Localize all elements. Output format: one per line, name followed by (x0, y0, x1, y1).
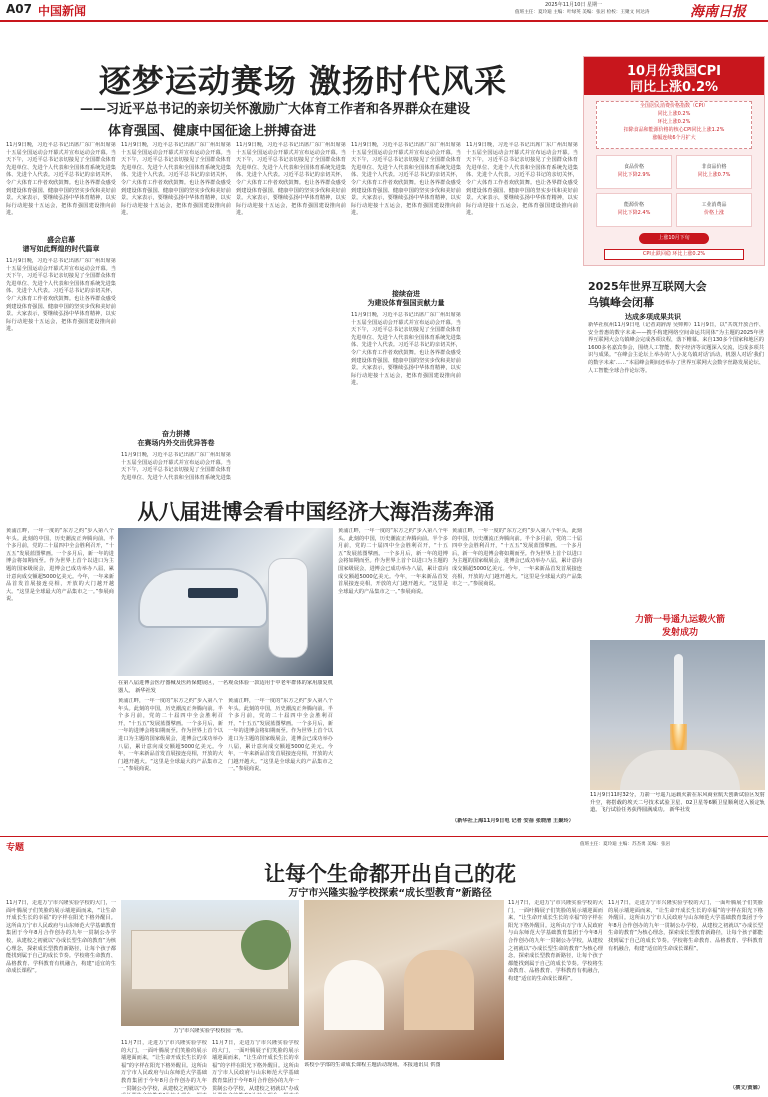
lead-title: 逐梦运动赛场 激扬时代风采 (98, 62, 508, 100)
car-shape (138, 568, 268, 628)
lead-body-col3: 11月9日晚，习近平总书记出席广东广州出席第十五届全国运动会开幕式并宣布运动会开幕。当天下午，习近平总书记亲切接见了全国群众体育先进单位、先进个人代表和全国体育系统先进集体、先进个人代表。习近平总书记的亲切关怀，令广大体育工作者欢欣鼓舞。也让各界群众感受到建设体育强国、健康中国的坚实步伐和美好前景。大家表示，要继续弘扬中华体育精神，以实际行动迎接十五运会，把体育强国建设推向前进。 (236, 142, 346, 217)
cpi-cell-energy (596, 193, 672, 227)
wic-body: 新华社杭州11月9日电（记者刘辞涛 吴帅帅）11月9日，以“共筑开放合作、安全普惠的数字未来——携手构建网络空间命运共同体”为主题的2025年世界互联网大会乌镇峰会完成各项议程，落下帷幕。来自130多个国家和地区的1600多名嘉宾参会，围绕人工智能、数字经济等议题深入交流，达成多项共识与成果。“在峰会主论坛上举办的‘人小龙乌镇对话’活动，机器人对话‘我们的数字未来’……”本届峰会期间还举办了世界互联网大会数字丝路发展论坛、人工智能全球合作论坛等。 (588, 322, 764, 374)
feature-body-col2: 11月7日，走进万宁市兴隆实验学校的大门，一面叶腾展子们笑脸的展示墙迎面而来，“让生命开成长生长的幸福”的字样在阳光下格外醒目。这所由万宁市人民政府与山东师范大学基础教育集团于今年8月合作创办的九年一贯制公办学校，从建校之初就以“办 (121, 1040, 207, 1092)
feature-rule (0, 836, 768, 837)
cpi-grid (596, 155, 752, 227)
cpi-nonfood-value: 同比上涨0.7% (697, 172, 731, 178)
cpi-energy-label: 能源价格 (623, 202, 644, 208)
lead-body-col4: 11月9日晚，习近平总书记出席广东广州出席第十五届全国运动会开幕式并宣布运动会开幕。当天下午，习近平总书记亲切接见了全国群众体育先进单位、先进个人代表和全国体育系统先进集体、先进个人代表。习近平总书记的亲切关怀，令广大体育工作者欢欣鼓舞。也让各界群众感受到建设体育强国、健康中国的坚实步伐和美好前景。大家表示，要继续弘扬中华体育精神，以实际行动迎接十五运会，把体育强国建设推向前进。 (351, 142, 461, 217)
heading-shenghui (6, 236, 116, 254)
lead-body-col1: 11月9日晚，习近平总书记出席广东广州出席第十五届全国运动会开幕式并宣布运动会开幕。当天下午，习近平总书记亲切接见了全国群众体育先进单位、先进个人代表和全国体育系统先进集体、先进个人代表。习近平总书记的亲切关怀，令广大体育工作者欢欣鼓舞。也让各界群众感受到建设体育强国、健康中国的坚实步伐和美好前景。大家表示，要继续弘扬中华体育精神，以实际行动迎接十五运会，把体育强国建设推向前进。 (6, 142, 116, 217)
booth-sign (188, 588, 238, 598)
rocket-photo (590, 640, 765, 790)
cpi-summary-3: 环比上涨0.2% (657, 119, 691, 125)
expo-sign: （新华社上海11月9日电 记者 安蓓 张晓清 王聚玲） (452, 818, 574, 824)
cpi-food-value: 同比下降2.9% (617, 172, 651, 178)
expo-body-col5: 黄浦江畔，一年一度的“东方之约”步入第八个年头。此刻的中国，历史潮流正奔腾向前。半个多月前，党的二十届四中全会胜利召开，“十五五”发展蓝图擘画。一个多月后，新一年的进博会将如期而至。作为世界上首个以进口为主题的国家级展会，进博会已成功举办八届，累计意向成交额超5000亿美元。今年，一年来新品首发首展接连亮相，开放的大门越开越大。“这里是全球最大的产品集市之一。”参展商说。 (452, 528, 582, 588)
section-name: 中国新闻 (38, 4, 87, 18)
cpi-summary-1: 全国居民消费价格指数（CPI） (640, 103, 708, 109)
expo-body-col4: 黄浦江畔，一年一度的“东方之约”步入第八个年头。此刻的中国，历史潮流正奔腾向前。半个多月前，党的二十届四中全会胜利召开，“十五五”发展蓝图擘画。一个多月后，新一年的进博会将如期而至。作为世界上首个以进口为主题的国家级展会，进博会已成功举办八届，累计意向成交额超5000亿美元。今年，一年来新品首发首展接连亮相，开放的大门越开越大。“这里是全球最大的产品集市之一。”参展商说。 (338, 528, 448, 595)
cpi-cell-nonfood (676, 155, 752, 189)
cpi-cell-industry (676, 193, 752, 227)
cpi-industry-value: 价格上涨 (703, 210, 724, 216)
feature-section-tag: 专题 (6, 843, 25, 853)
feature-body-col1: 11月7日，走进万宁市兴隆实验学校的大门，一面叶腾展子们笑脸的展示墙迎面而来，“让生命开成长生长的幸福”的字样在阳光下格外醒目。这所由万宁市人民政府与山东师范大学基础教育集团于今年8月合作创办的九年一贯制公办学校，从建校之初就以“办成长型生命的教育”为核心理念，探索成长型教育新路径，让每个孩子都能找到属于自己的成长节奏。学校将生命教育、品格教育、学科教育有机融合，构建“适宜的生命成长课程”。 (6, 900, 116, 975)
heading-3a: 接续奋进 (392, 290, 420, 298)
editor-credits: 值班主任：夏玲迪 主编：叶绿英 美编：张岩 检校：王聚文 何达涛 (515, 10, 650, 15)
issue-date: 2025年11月10日 星期一 (545, 2, 603, 8)
expo-caption: 在第八届进博会医疗器械及医药保健展区，一名观众体验一款适用于中老年群体的家用康复机器人。 新华社发 (118, 680, 333, 694)
feature-body-col5: 11月7日，走进万宁市兴隆实验学校的大门，一面叶腾展子们笑脸的展示墙迎面而来，“让生命开成长生长的幸福”的字样在阳光下格外醒目。这所由万宁市人民政府与山东师范大学基础教育集团于今年8月合作创办的九年一贯制公办学校，从建校之初就以“办成长型生命的教育”为核心理念，探索成长型教育新路径，让每个孩子都能找到属于自己的成长节奏。学校将生命教育、品格教育、学科教育有机融合，构建“适宜的生命成长课程”。 (608, 900, 763, 952)
heading-2b: 在赛场内外交出优异答卷 (137, 439, 215, 447)
rocket-smoke (620, 750, 740, 790)
feature-photo-1-caption: 万宁市兴隆实验学校校园一角。 (173, 1028, 247, 1034)
cpi-food-label: 食品价格 (623, 164, 644, 170)
cpi-pill: 上涨10月下旬 (639, 233, 709, 244)
cpi-energy-value: 同比下降2.4% (617, 210, 651, 216)
expo-photo (118, 528, 333, 676)
wic-title: 2025年世界互联网大会 (588, 280, 707, 293)
cpi-cell-food (596, 155, 672, 189)
feature-photo-2 (304, 900, 504, 1060)
rocket-caption: 力箭一号遥九运载火箭 (634, 615, 725, 625)
cpi-title: 10月份我国CPI (627, 64, 721, 79)
cpi-footer: CPI止跌回稳 环比上涨0.2% (604, 249, 744, 260)
cpi-industry-label: 工业消费品 (701, 202, 727, 208)
feature-editors: 值班主任：夏玲迪 主编：苏杰勇 美编：张岩 (580, 842, 671, 847)
cpi-summary-2: 同比上涨0.2% (657, 111, 691, 117)
expo-body-col2: 黄浦江畔，一年一度的“东方之约”步入第八个年头。此刻的中国，历史潮流正奔腾向前。半个多月前，党的二十届四中全会胜利召开，“十五五”发展蓝图擘画。一个多月后，新一年的进博会将如期而至。作为世界上首个以进口为主题的国家级展会，进博会已成功举办八届，累计意向成交额超5000亿美元。今年，一年来新品首发首展接连亮相，开放的大门越开越大。“这里是全球最大的产品集市之一。”参展商说。 (118, 698, 223, 773)
heading-2a: 奋力拼搏 (162, 430, 190, 438)
page-number: A07 (6, 2, 32, 16)
feature-photo-1 (121, 900, 299, 1026)
cpi-title-2: 同比上涨0.2% (629, 80, 719, 95)
heading-1a: 盛会启幕 (47, 236, 75, 244)
rocket-caption-2: 发射成功 (661, 628, 698, 638)
heading-1b: 谱写如此辉煌的时代篇章 (22, 245, 100, 253)
lead-body-col2: 11月9日晚，习近平总书记出席广东广州出席第十五届全国运动会开幕式并宣布运动会开幕。当天下午，习近平总书记亲切接见了全国群众体育先进单位、先进个人代表和全国体育系统先进集体、先进个人代表。习近平总书记的亲切关怀，令广大体育工作者欢欣鼓舞。也让各界群众感受到建设体育强国、健康中国的坚实步伐和美好前景。大家表示，要继续弘扬中华体育精神，以实际行动迎接十五运会，把体育强国建设推向前进。 (121, 142, 231, 217)
feature-body-col4: 11月7日，走进万宁市兴隆实验学校的大门，一面叶腾展子们笑脸的展示墙迎面而来，“让生命开成长生长的幸福”的字样在阳光下格外醒目。这所由万宁市人民政府与山东师范大学基础教育集团于今年8月合作创办的九年一贯制公办学校，从建校之初就以“办成长型生命的教育”为核心理念，探索成长型教育新路径，让每个孩子都能找到属于自己的成长节奏。学校将生命教育、品格教育、学科教育有机融合，构建“适宜的生命成长课程”。 (508, 900, 603, 982)
lead-body-col2b: 11月9日晚，习近平总书记出席广东广州出席第十五届全国运动会开幕式并宣布运动会开幕。当天下午，习近平总书记亲切接见了全国群众体育先进单位、先进个人代表和全国体育系统先进集 (121, 452, 231, 480)
robot-shape (268, 558, 308, 658)
feature-sign: （撰文/黄嫄） (729, 1085, 763, 1091)
lead-subtitle: ——习近平总书记的亲切关怀激励广大体育工作者和各界群众在建设 (80, 102, 471, 117)
cpi-summary (596, 101, 752, 149)
heading-fenli (121, 430, 231, 448)
cpi-summary-5: 涨幅连续6个月扩大 (652, 135, 696, 141)
heading-3b: 为建设体育强国贡献力量 (367, 299, 445, 307)
rocket-body (674, 654, 683, 724)
wic-title-2: 乌镇峰会闭幕 (588, 296, 654, 309)
cpi-nonfood-label: 非食品价格 (701, 164, 727, 170)
expo-body-col1: 黄浦江畔，一年一度的“东方之约”步入第八个年头。此刻的中国，历史潮流正奔腾向前。半个多月前，党的二十届四中全会胜利召开，“十五五”发展蓝图擘画。一个多月后，新一年的进博会将如期而至。作为世界上首个以进口为主题的国家级展会，进博会已成功举办八届，累计意向成交额超5000亿美元。今年，一年来新品首发首展接连亮相，开放的大门越开越大。“这里是全球最大的产品集市之一。”参展商说。 (6, 528, 114, 603)
feature-body-col3: 11月7日，走进万宁市兴隆实验学校的大门，一面叶腾展子们笑脸的展示墙迎面而来，“让生命开成长生长的幸福”的字样在阳光下格外醒目。这所由万宁市人民政府与山东师范大学基础教育集团于今年8月合作创办的九年一贯制公办学校，从建校之初就以“办成 (212, 1040, 299, 1092)
wic-sub: 达成多项成果共识 (625, 313, 681, 321)
lead-body-col4b: 11月9日晚，习近平总书记出席广东广州出席第十五届全国运动会开幕式并宣布运动会开幕。当天下午，习近平总书记亲切接见了全国群众体育先进单位、先进个人代表和全国体育系统先进集体、先进个人代表。习近平总书记的亲切关怀，令广大体育工作者欢欣鼓舞。也让各界群众感受到建设体育强国、健康中国的坚实步伐和美好前景。大家表示，要继续弘扬中华体育精神，以实际行动迎接十五运会，把体育强国建设推向前进。 (351, 312, 461, 387)
feature-title: 让每个生命都开出自己的花 (264, 862, 516, 886)
paper-logo: 海南日报 (690, 4, 746, 20)
rocket-photo-note: 11月9日11时32分，力箭一号遥九运载火箭在东风商业航天创新试验区发射升空，将搭载的埃天二号技术试验卫星、02卫星等6颗卫星顺利送入预定轨道。飞行试验任务获得圆满成功。 新华社发 (590, 792, 765, 814)
children-shape (324, 960, 384, 1030)
children-shape-2 (404, 950, 474, 1030)
lead-body-col5: 11月9日晚，习近平总书记出席广东广州出席第十五届全国运动会开幕式并宣布运动会开幕。当天下午，习近平总书记亲切接见了全国群众体育先进单位、先进个人代表和全国体育系统先进集体、先进个人代表。习近平总书记的亲切关怀，令广大体育工作者欢欣鼓舞。也让各界群众感受到建设体育强国、健康中国的坚实步伐和美好前景。大家表示，要继续弘扬中华体育精神，以实际行动迎接十五运会，把体育强国建设推向前进。 (466, 142, 578, 217)
expo-title: 从八届进博会看中国经济大海浩荡奔涌 (137, 500, 495, 524)
tree-shape (241, 920, 291, 970)
feature-subtitle: 万宁市兴隆实验学校探索“成长型教育”新路径 (288, 888, 492, 899)
header-rule (0, 20, 768, 22)
lead-subtitle-2: 体育强国、健康中国征途上拼搏奋进 (108, 124, 317, 139)
lead-body-col1b: 11月9日晚，习近平总书记出席广东广州出席第十五届全国运动会开幕式并宣布运动会开幕。当天下午，习近平总书记亲切接见了全国群众体育先进单位、先进个人代表和全国体育系统先进集体、先进个人代表。习近平总书记的亲切关怀，令广大体育工作者欢欣鼓舞。也让各界群众感受到建设体育强国、健康中国的坚实步伐和美好前景。大家表示，要继续弘扬中华体育精神，以实际行动迎接十五运会，把体育强国建设推向前进。 (6, 258, 116, 333)
heading-jiexu (351, 290, 461, 308)
feature-photo-2-caption: 该校小学部的生命成长课程主题活动现场。本报通讯员 供图 (304, 1062, 441, 1068)
cpi-box (583, 56, 765, 266)
expo-body-col3: 黄浦江畔，一年一度的“东方之约”步入第八个年头。此刻的中国，历史潮流正奔腾向前。半个多月前，党的二十届四中全会胜利召开，“十五五”发展蓝图擘画。一个多月后，新一年的进博会将如期而至。作为世界上首个以进口为主题的国家级展会，进博会已成功举办八届，累计意向成交额超5000亿美元。今年，一年来新品首发首展接连亮相，开放的大门越开越大。“这里是全球最大的产品集市之一。”参展商说。 (228, 698, 333, 773)
masthead (0, 0, 768, 20)
cpi-summary-4: 扣除食品和能源价格的核心CPI同比上涨1.2% (623, 127, 725, 133)
